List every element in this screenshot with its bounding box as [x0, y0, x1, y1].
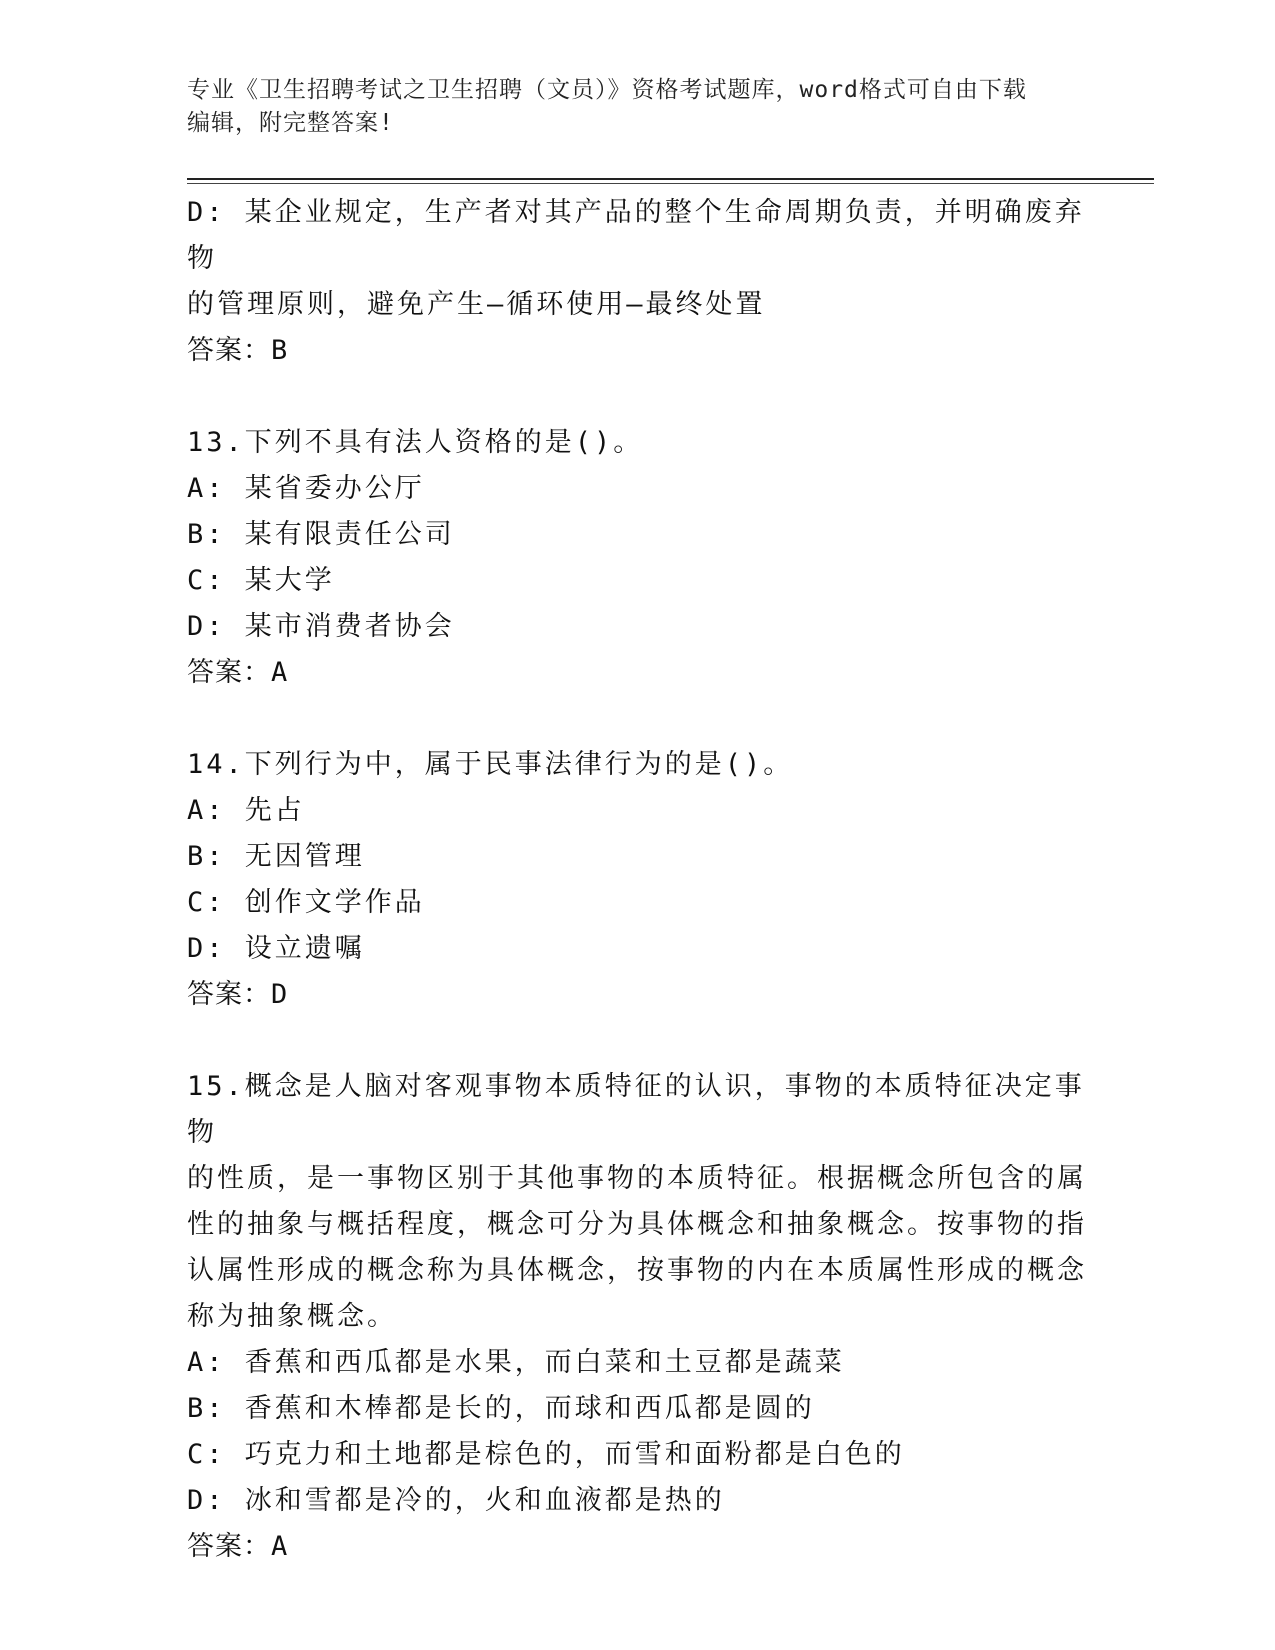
prev-question-block	[187, 190, 1087, 374]
option-d-line-2: 的管理原则，避免产生—循环使用—最终处置	[187, 289, 766, 320]
option-d: D: 冰和雪都是冷的，火和血液都是热的	[187, 1485, 725, 1516]
question-14	[187, 742, 1087, 1018]
option-a: A: 某省委办公厅	[187, 473, 425, 504]
question-13	[187, 420, 1087, 696]
option-c: C: 某大学	[187, 565, 335, 596]
answer-line: 答案：B	[187, 335, 289, 366]
question-stem-line-3: 性的抽象与概括程度，概念可分为具体概念和抽象概念。按事物的指	[187, 1209, 1087, 1240]
option-d-line-1: D: 某企业规定，生产者对其产品的整个生命周期负责，并明确废弃物	[187, 197, 1085, 274]
spacer	[187, 696, 1087, 742]
option-d: D: 设立遗嘱	[187, 933, 365, 964]
page-header	[187, 74, 1087, 140]
option-b: B: 无因管理	[187, 841, 365, 872]
question-stem-line-4: 认属性形成的概念称为具体概念，按事物的内在本质属性形成的概念	[187, 1255, 1087, 1286]
option-a: A: 先占	[187, 795, 305, 826]
question-stem: 13.下列不具有法人资格的是()。	[187, 427, 644, 458]
header-line-1: 专业《卫生招聘考试之卫生招聘（文员）》资格考试题库，word格式可自由下载	[187, 77, 1027, 103]
option-d: D: 某市消费者协会	[187, 611, 455, 642]
spacer	[187, 1018, 1087, 1064]
option-b: B: 香蕉和木棒都是长的，而球和西瓜都是圆的	[187, 1393, 815, 1424]
option-b: B: 某有限责任公司	[187, 519, 455, 550]
header-divider-thin	[187, 183, 1154, 184]
question-stem-line-5: 称为抽象概念。	[187, 1301, 397, 1332]
option-c: C: 创作文学作品	[187, 887, 425, 918]
header-line-2: 编辑，附完整答案!	[187, 110, 394, 136]
answer-line: 答案：A	[187, 657, 289, 688]
question-content	[187, 190, 1087, 1570]
question-stem-line-2: 的性质，是一事物区别于其他事物的本质特征。根据概念所包含的属	[187, 1163, 1087, 1194]
answer-line: 答案：A	[187, 1531, 289, 1562]
spacer	[187, 374, 1087, 420]
header-divider-thick	[187, 178, 1154, 180]
answer-line: 答案：D	[187, 979, 289, 1010]
question-stem-line-1: 15.概念是人脑对客观事物本质特征的认识，事物的本质特征决定事物	[187, 1071, 1085, 1148]
question-15	[187, 1064, 1087, 1570]
option-a: A: 香蕉和西瓜都是水果，而白菜和土豆都是蔬菜	[187, 1347, 845, 1378]
question-stem: 14.下列行为中，属于民事法律行为的是()。	[187, 749, 794, 780]
option-c: C: 巧克力和土地都是棕色的，而雪和面粉都是白色的	[187, 1439, 905, 1470]
